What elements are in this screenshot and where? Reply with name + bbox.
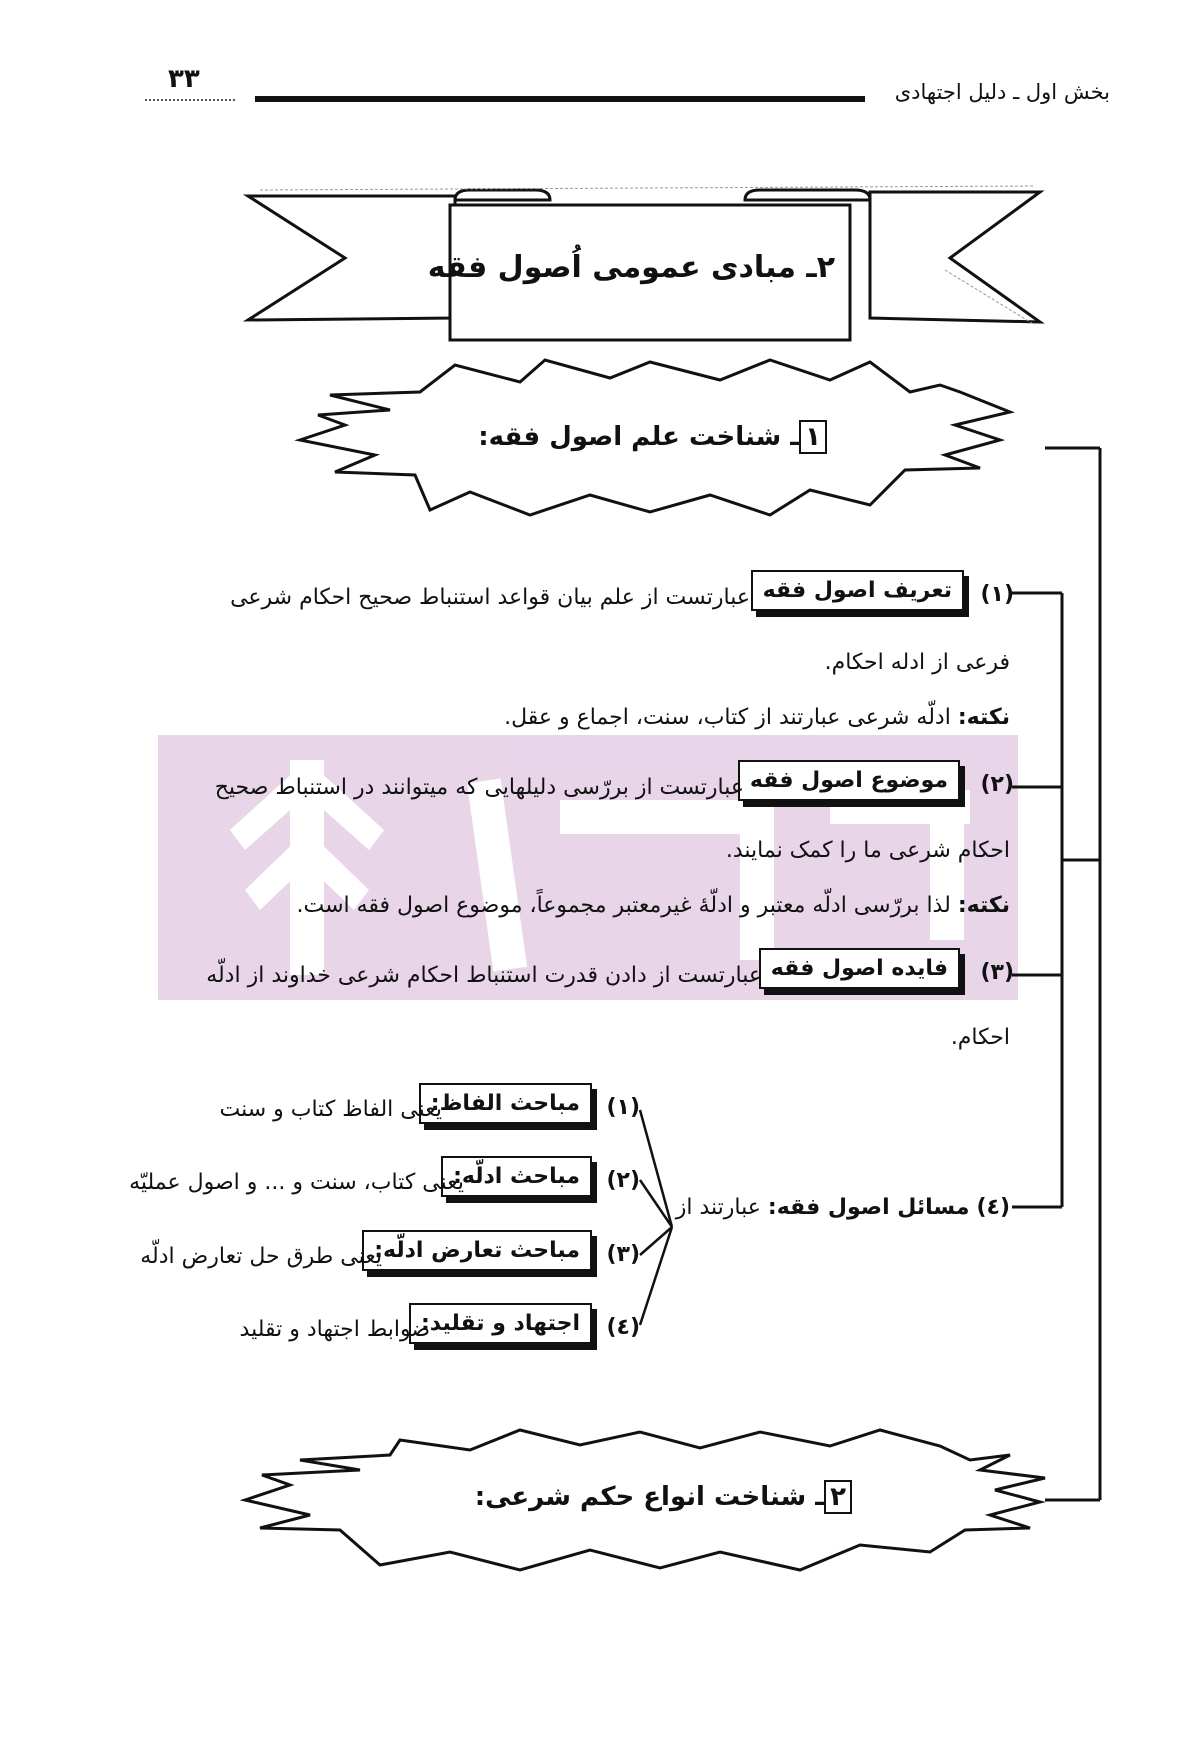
item1-text-line2: فرعی از ادله احکام. (824, 650, 1010, 675)
subitem-term-box: مباحث الفاظ: (419, 1083, 592, 1124)
subitem-number: (۲) (606, 1168, 640, 1193)
term-box-subject: موضوع اصول فقه (738, 760, 960, 801)
section-label-2: ـ شناخت انواع حکم شرعی: (474, 1482, 825, 1512)
subitem-desc: یعنی طرق حل تعارض ادلّه (140, 1244, 382, 1269)
subitem-number: (۳) (606, 1242, 640, 1267)
item2-text-line1: عبارتست از بررّسی دلیلهایی که میتوانند در استنباط صحیح (214, 775, 744, 800)
item1-note (504, 705, 1010, 731)
item2-note (296, 893, 1010, 919)
term-box-definition: تعریف اصول فقه (751, 570, 964, 611)
item1-text-line1: عبارتست از علم بیان قواعد استنباط صحیح احکام شرعی (230, 585, 750, 610)
note-text: لذا بررّسی ادلّه معتبر و ادلّهٔ غیرمعتبر مجموعاً، موضوع اصول فقه است. (296, 893, 951, 918)
subitem-term-box: مباحث ادلّه: (441, 1156, 592, 1197)
term-box-benefit: فایده اصول فقه (759, 948, 960, 989)
item2-text-line2: احکام شرعی ما را کمک نمایند. (725, 838, 1010, 863)
header-rule (255, 96, 865, 102)
subitem-term-box: اجتهاد و تقلید: (409, 1303, 592, 1344)
item-number-3: (۳) (980, 960, 1014, 985)
running-title: بخش اول ـ دلیل اجتهادی (894, 80, 1110, 104)
section-number-2: ۲ (824, 1480, 852, 1514)
item-number-4: (٤) (976, 1195, 1010, 1220)
note-label: نکته: (957, 705, 1010, 730)
banner-title: ۲ـ مبادی عمومی اُصول فقه (427, 250, 835, 285)
item4-text: عبارتند از (675, 1195, 761, 1220)
section-label-1: ـ شناخت علم اصول فقه: (478, 422, 800, 452)
item-number-2: (۲) (980, 772, 1014, 797)
note-text: ادلّه شرعی عبارتند از کتاب، سنت، اجماع و عقل. (504, 705, 951, 730)
subitem-number: (۱) (606, 1095, 640, 1120)
subitem-desc: یعنی کتاب، سنت و ... و اصول عملیّه (129, 1170, 464, 1195)
subitem-number: (٤) (606, 1315, 640, 1340)
item4-term: مسائل اصول فقه: (767, 1195, 970, 1220)
section-heading-1 (478, 420, 827, 454)
note-label: نکته: (957, 893, 1010, 918)
item4-heading (676, 1195, 1010, 1221)
item3-text-line1: عبارتست از دادن قدرت استنباط احکام شرعی خداوند از ادلّه (206, 963, 762, 988)
section-heading-2 (475, 1480, 852, 1514)
item-number-1: (۱) (980, 582, 1014, 607)
subitem-desc: ضوابط اجتهاد و تقلید (239, 1317, 430, 1342)
section-number-1: ۱ (799, 420, 827, 454)
item3-text-line2: احکام. (950, 1025, 1010, 1050)
subitem-desc: یعنی الفاظ کتاب و سنت (219, 1097, 442, 1122)
page-number: ۳۳ (168, 64, 200, 94)
subitem-term-box: مباحث تعارض ادلّه: (362, 1230, 592, 1271)
